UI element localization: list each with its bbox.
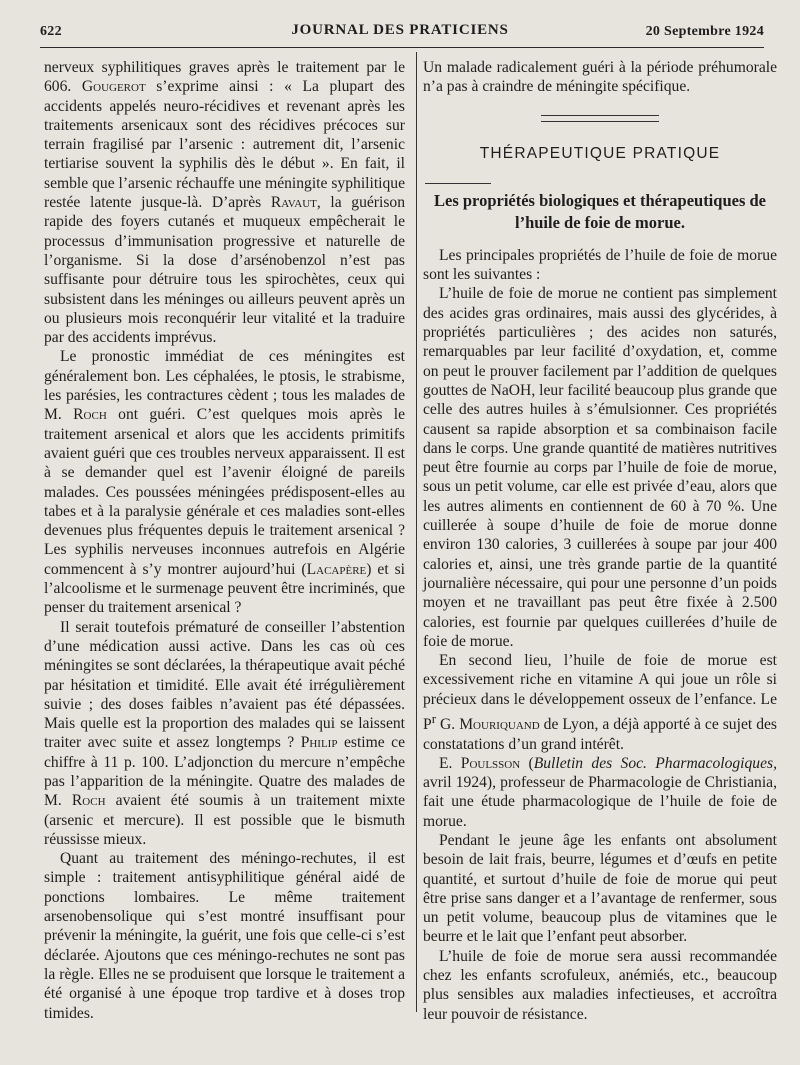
text-run: E.	[439, 754, 461, 772]
right-paragraph-1: Les principales propriétés de l’huile de foie de morue sont les suivantes :	[423, 246, 777, 284]
article-rule	[425, 183, 491, 184]
header-rule	[40, 47, 764, 48]
right-column	[423, 58, 777, 1024]
right-paragraph-3	[423, 651, 777, 754]
text-run: de Lyon, a déjà apporté à ce sujet des constatations d’un grand intérêt.	[423, 716, 777, 753]
right-paragraph-6: L’huile de foie de morue sera aussi recommandée chez les enfants scrofuleux, anémiés, etc., beaucoup plus sensibles aux maladies infectieuses, et accroîtra leur pouvoir de résistance.	[423, 947, 777, 1023]
text-run: En second lieu, l’huile de foie de morue est excessivement riche en vitamine A qui joue un rôle si précieux dans le développement osseux de l’enfance. Le P	[423, 652, 777, 734]
text-run: estime ce chiffre à 11 p. 100. L’adjonction du mercure n’empêche pas l’apparition de la méningite. Quatre des malades de M.	[44, 734, 405, 810]
author-name: Roch	[73, 406, 107, 424]
text-run: Le pronostic immédiat de ces méningites est généralement bon. Les céphalées, le ptosis, le strabisme, les parésies, les contractures cèdent ; tous les malades de M.	[44, 348, 405, 424]
section-ornament-rule	[541, 115, 659, 122]
superscript: r	[431, 711, 437, 727]
article-title: Les propriétés biologiques et thérapeutiques de l’huile de foie de morue.	[434, 190, 766, 232]
journal-citation: Bulletin des Soc. Pharmacologiques,	[533, 754, 777, 772]
text-run: avaient été soumis à un traitement mixte (arsenic et mercure). Il est possible que le bismuth réussisse mieux.	[44, 792, 405, 848]
text-run: avril 1924), professeur de Pharmacologie de Christiania, fait une étude pharmacologique de l’huile de foie de morue.	[423, 774, 777, 830]
right-paragraph-4	[423, 754, 777, 831]
left-paragraph-3	[44, 618, 405, 850]
issue-date: 20 Septembre 1924	[645, 24, 764, 39]
text-run: (	[520, 754, 534, 772]
author-name: Poulsson	[460, 754, 521, 772]
left-column	[44, 58, 405, 1023]
column-divider	[416, 52, 417, 1012]
text-run: ont guéri. C’est quelques mois après le traitement arsenical et alors que les accidents primitifs avaient guéri que ces troubles nerveux apparaissent. Il est à se demander quel est l’avenir éloigné de pareils malades. Ces poussées méningées prédisposent-elles au tabes et à la paralysie générale et ces maladies sont-elles devenues plus fréquentes depuis le traitement arsenical ? Les syphilis nerveuses inconnues autrefois en Algérie commencent à s’y montrer aujourd’hui (	[44, 406, 406, 578]
text-run: Il serait toutefois prématuré de conseiller l’abstention d’une médication aussi active. Dans les cas où ces méningites se sont déclarées, la thérapeutique avait péché par hésitation et timidité. Elle avait été irrégulièrement suivie ; des doses faibles n’avaient pas été dépassées. Mais quelle est la proportion des malades qui se laissent traiter avec suite et assez longtemps ?	[44, 618, 405, 752]
author-name: Philip	[300, 734, 338, 752]
text-run: nerveux syphilitiques graves après le traitement par le 606.	[44, 59, 405, 96]
text-run: , la guérison rapide des foyers cutanés et muqueux empêcherait le processus d’immunisation progressive et naturelle de l’organisme. Si la dose d’arsénobenzol n’est pas suffisante pour détruire tous les spirochètes, ceux qui subsistent dans les méninges ou ailleurs peuvent après un ou plusieurs mois reconquérir leur vitalité et la traduire par des accidents imprévus.	[44, 194, 405, 347]
journal-title: JOURNAL DES PRATICIENS	[291, 22, 509, 38]
section-title: THÉRAPEUTIQUE PRATIQUE	[479, 144, 721, 162]
page-number: 622	[40, 24, 62, 39]
text-run: ) et si l’alcoolisme et le surmenage peuvent être incriminés, que penser du traitement arsenical ?	[44, 560, 405, 617]
right-paragraph-0: Un malade radicalement guéri à la période préhumorale n’a pas à craindre de méningite spécifique.	[423, 59, 777, 96]
left-paragraph-2	[44, 347, 405, 617]
left-paragraph-1	[44, 58, 405, 347]
author-name: Gougerot	[81, 78, 146, 96]
right-paragraph-2: L’huile de foie de morue ne contient pas simplement des acides gras ordinaires, mais aussi des glycérides, à propriétés particulières ; des acides non saturés, remarquables par leur facilité d’oxydation, et, comme on peut le prouver facilement par l’addition de quelques gouttes de NaOH, leur facilité beaucoup plus grande que celle des autres huiles à s’émulsionner. Ces propriétés causent sa rapide absorption et sa combinaison facile dans le corps. Une grande quantité de matières nutritives peut être fournie au corps par l’huile de foie de morue, sous un petit volume, car elle est privée d’eau, alors que les autres aliments en contiennent de 60 à 70 %. Une cuillerée à soupe d’huile de foie de morue donne environ 130 calories, 3 cuillerées à soupe par jour 400 calories et, ainsi, une très grande partie de la quantité journalière nécessaire, qui pour une personne d’un poids moyen et ne travaillant pas peut être fixée à 2.500 calories, est fournie par quelques cuillerées d’huile de foie de morue.	[423, 285, 777, 650]
author-name: Mouriquand	[459, 716, 540, 734]
text-run: G.	[436, 716, 460, 734]
author-name: Ravaut	[270, 194, 317, 212]
author-name: Roch	[71, 792, 106, 810]
left-paragraph-4: Quant au traitement des méningo-rechutes, il est simple : traitement antisyphilitique général aidé de ponctions lombaires. Le même traitement arsenobensolique qui s’est montré insuffisant pour prévenir la méningite, la guérit, une fois que celle-ci s’est déclarée. Ajoutons que ces méningo-rechutes ne sont pas la règle. Elles ne se produisent que lorsque le traitement a été organisé à une époque trop tardive et à doses trop timides.	[44, 850, 405, 1022]
author-name: Lacapère	[306, 560, 367, 578]
text-run: s’exprime ainsi : « La plupart des accidents appelés neuro-récidives et revenant après les traitements arsenicaux sont des récidives précoces sur terrain fragilisé par l’arsenic : autrement dit, l’arsenic tertiarise souvent la syphilis dès le début ». En fait, il semble que l’arsenic réchauffe une méningite syphilitique restée latente jusque-là. D’après	[44, 78, 405, 212]
page-header	[0, 20, 800, 44]
right-paragraph-5: Pendant le jeune âge les enfants ont absolument besoin de lait frais, beurre, légumes et d’œufs en petite quantité, et surtout d’huile de foie de morue qui peut être prise sans danger et a l’avantage de renfermer, sous un petit volume, beaucoup plus de vitamines que le beurre et le lait que l’enfant peut absorber.	[423, 831, 777, 946]
